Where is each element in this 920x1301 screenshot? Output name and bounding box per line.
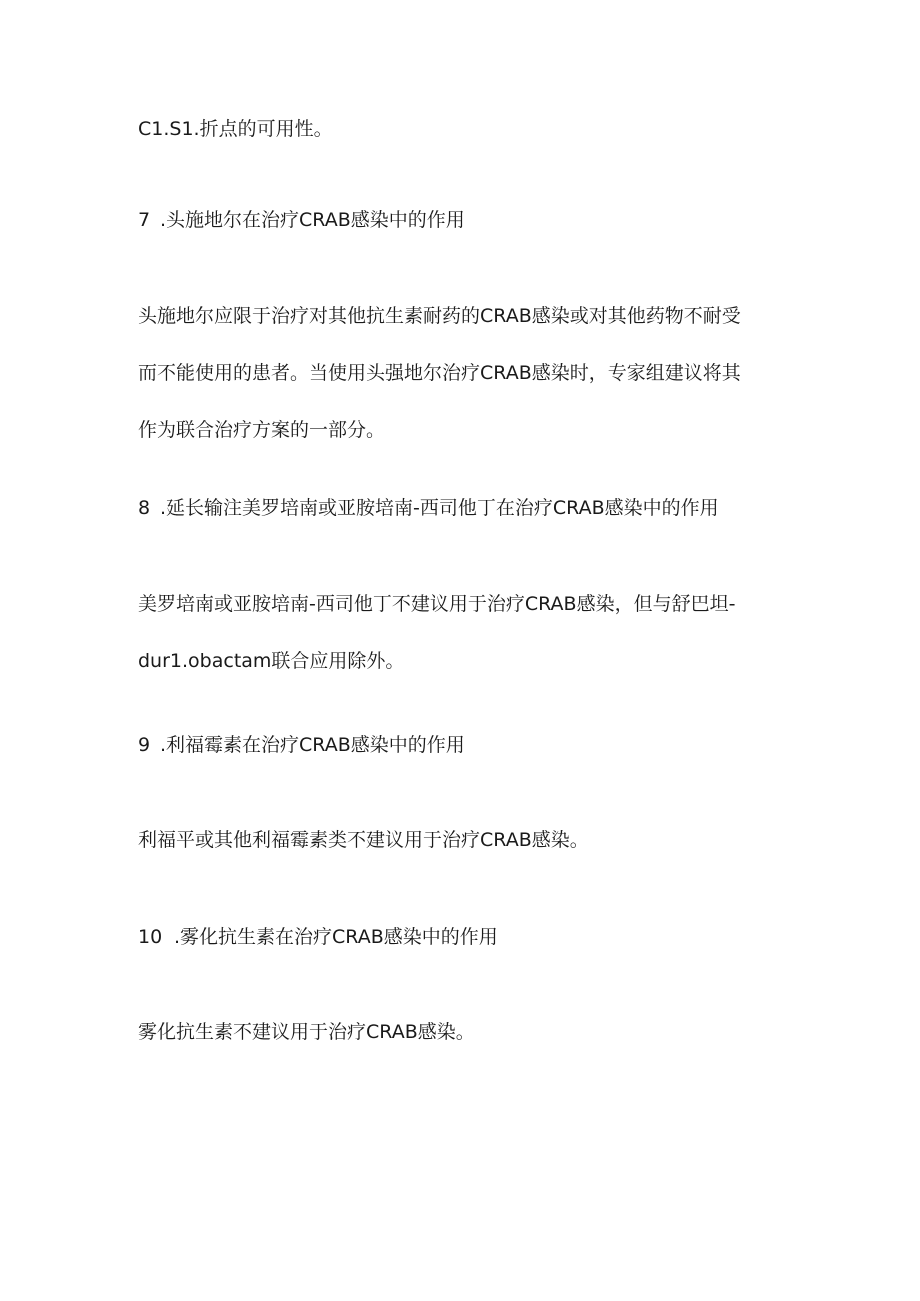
paragraph-line: 而不能使用的患者。当使用头强地尔治疗CRAB感染时，专家组建议将其 <box>138 362 741 384</box>
section-heading-7 <box>138 208 465 232</box>
section-number: 7 <box>138 209 151 231</box>
paragraph-line: 美罗培南或亚胺培南-西司他丁不建议用于治疗CRAB感染，但与舒巴坦- <box>138 593 736 615</box>
section-title: .雾化抗生素在治疗CRAB感染中的作用 <box>174 926 498 948</box>
section-heading-9 <box>138 733 465 757</box>
paragraph-7 <box>138 304 788 442</box>
section-heading-10 <box>138 925 498 949</box>
section-title: .利福霉素在治疗CRAB感染中的作用 <box>160 734 465 756</box>
text-line-nebulized: 雾化抗生素不建议用于治疗CRAB感染。 <box>138 1021 475 1043</box>
paragraph-line: 头施地尔应限于治疗对其他抗生素耐药的CRAB感染或对其他药物不耐受 <box>138 305 741 327</box>
paragraph-line: 作为联合治疗方案的一部分。 <box>138 419 386 441</box>
section-number: 8 <box>138 497 151 519</box>
section-number: 10 <box>138 926 163 948</box>
paragraph-line: dur1.obactam联合应用除外。 <box>138 650 405 672</box>
section-title: .延长输注美罗培南或亚胺培南-西司他丁在治疗CRAB感染中的作用 <box>160 497 719 519</box>
section-heading-8 <box>138 496 719 520</box>
paragraph-8 <box>138 592 788 673</box>
section-number: 9 <box>138 734 151 756</box>
text-line-breakpoint: C1.S1.折点的可用性。 <box>138 118 333 140</box>
section-title: .头施地尔在治疗CRAB感染中的作用 <box>160 209 465 231</box>
text-line-rifamycin: 利福平或其他利福霉素类不建议用于治疗CRAB感染。 <box>138 829 589 851</box>
